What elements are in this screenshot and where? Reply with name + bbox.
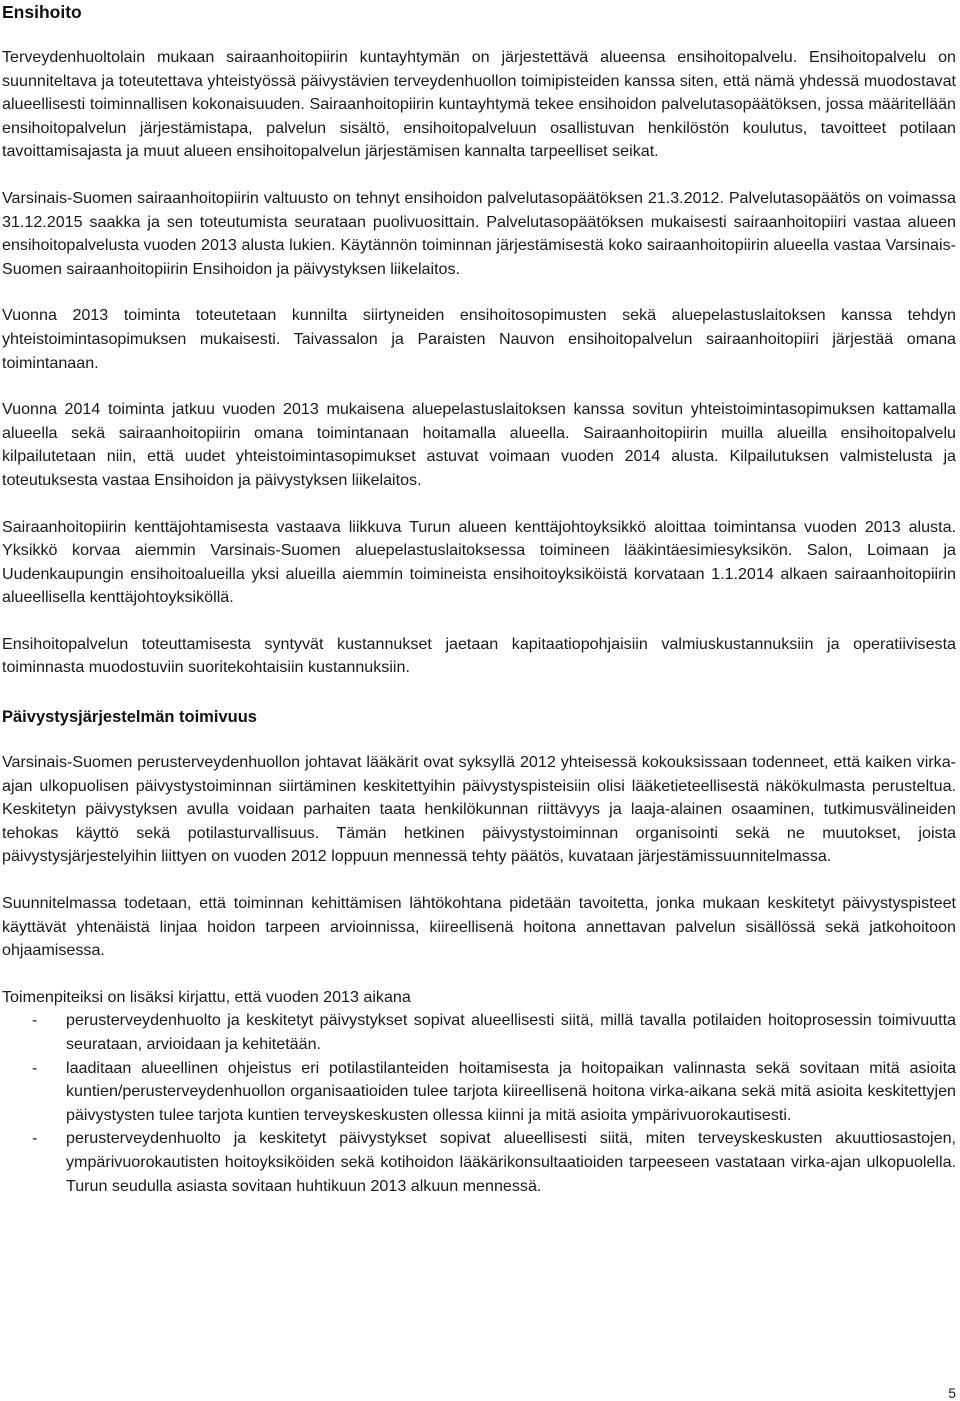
list-item-text: perusterveydenhuolto ja keskitetyt päivystykset sopivat alueellisesti siitä, miten terveyskeskusten akuuttiosastojen, ympärivuorokautisten hoitoyksiköiden sekä kotihoidon lääkärikonsultaatioiden tarpeeseen vastataan virka-ajan ulkopuolella. Turun seudulla asiasta sovitaan huhtikuun 2013 alkuun mennessä. bbox=[66, 1129, 956, 1195]
paragraph-kustannukset: Ensihoitopalvelun toteuttamisesta syntyvät kustannukset jaetaan kapitaatiopohjaisiin valmiuskustannuksiin ja operatiivisesta toiminnasta muodostuviin suoritekohtaisiin kustannuksiin. bbox=[2, 634, 956, 677]
list-item-text: laaditaan alueellinen ohjeistus eri potilastilanteiden hoitamisesta ja hoitopaikan valinnasta sekä sovitaan mitä asioita kuntien/perusterveydenhuollon organisaatioiden tulee tarjota kiireellisenä hoitona virka-aikana sekä mitä asioita keskitettyjen päivystysten tulee tarjota kuntien terveyskeskusten ollessa kiinni ja mitä asioita ympärivuorokautisesti. bbox=[66, 1058, 956, 1124]
list-item bbox=[2, 1009, 956, 1056]
paragraph-vuonna-2013: Vuonna 2013 toiminta toteutetaan kunnilta siirtyneiden ensihoitosopimusten sekä aluepelastuslaitoksen kanssa tehdyn yhteistoimintasopimuksen mukaisesti. Taivassalon ja Paraisten Nauvon ensihoitopalvelun sairaanhoitopiiri järjestää omana toimintanaan. bbox=[2, 306, 956, 372]
list-dash: - bbox=[32, 1058, 38, 1077]
paragraph-toimenpiteet-intro: Toimenpiteiksi on lisäksi kirjattu, että vuoden 2013 aikana bbox=[2, 987, 411, 1006]
page-number: 5 bbox=[948, 1385, 956, 1401]
paragraph-johtavat-laakarit: Varsinais-Suomen perusterveydenhuollon johtavat lääkärit ovat syksyllä 2012 yhteisessä kokouksissaan todenneet, että kaiken virka-ajan ulkopuolisen päivystystoiminnan siirtäminen keskitettyihin päivystyspisteisiin olisi lääketieteellisestä näkökulmasta perusteltua. Keskitetyn päivystyksen avulla voidaan parhaiten taata henkilökunnan riittävyys ja laaja-alainen osaaminen, tutkimusvälineiden tehokas käyttö sekä potilasturvallisuus. Tämän hetkinen päivystystoiminnan organisointi sekä ne muutokset, joista päivystysjärjestelyihin liittyen on vuoden 2012 loppuun mennessä tehty päätös, kuvataan järjestämissuunnitelmassa. bbox=[2, 753, 956, 866]
paragraph-vuonna-2014: Vuonna 2014 toiminta jatkuu vuoden 2013 mukaisena aluepelastuslaitoksen kanssa sovitun yhteistoimintasopimuksen kattamalla alueella sekä sairaanhoitopiirin omana toimintanaan hoitamalla alueella. Sairaanhoitopiirin muilla alueilla ensihoitopalvelu kilpailutetaan niin, että uudet yhteistoimintasopimukset astuvat voimaan vuoden 2014 alusta. Kilpailutuksen valmistelusta ja toteutuksesta vastaa Ensihoidon ja päivystyksen liikelaitos. bbox=[2, 400, 956, 489]
document-page bbox=[2, 0, 956, 1198]
paragraph-ensihoito-intro: Terveydenhuoltolain mukaan sairaanhoitopiirin kuntayhtymän on järjestettävä alueensa ensihoitopalvelu. Ensihoitopalvelu on suunniteltava ja toteutettava yhteistyössä päivystävien terveydenhuollon toimipisteiden kanssa siten, että nämä yhdessä muodostavat alueellisesti toiminnallisen kokonaisuuden. Sairaanhoitopiirin kuntayhtymä tekee ensihoidon palvelutasopäätöksen, jossa määritellään ensihoitopalvelun järjestämistapa, palvelun sisältö, ensihoitopalveluun osallistuvan henkilöstön koulutus, tavoitteet potilaan tavoittamisajasta ja muut alueen ensihoitopalvelun järjestämisen kannalta tarpeelliset seikat. bbox=[2, 48, 956, 161]
section-heading-ensihoito: Ensihoito bbox=[2, 2, 82, 22]
section-heading-paivystysjarjestelma: Päivystysjärjestelmän toimivuus bbox=[2, 708, 257, 727]
paragraph-kenttajohtaminen: Sairaanhoitopiirin kenttäjohtamisesta vastaava liikkuva Turun alueen kenttäjohtoyksikkö aloittaa toimintansa vuoden 2013 alusta. Yksikkö korvaa aiemmin Varsinais-Suomen aluepelastuslaitoksessa toimineen lääkintäesimiesyksikön. Salon, Loimaan ja Uudenkaupungin ensihoitoalueilla yksi alueilla aiemmin toimineista ensihoitoyksiköistä korvataan 1.1.2014 alkaen sairaanhoitopiirin alueellisella kenttäjohtoyksiköllä. bbox=[2, 517, 956, 607]
paragraph-suunnitelma: Suunnitelmassa todetaan, että toiminnan kehittämisen lähtökohtana pidetään tavoitetta, jonka mukaan keskitetyt päivystyspisteet käyttävät yhtenäistä linjaa hoidon tarpeen arvioinnissa, kiireellisenä hoitona annettavan palvelun sisällössä sekä jatkohoitoon ohjaamisessa. bbox=[2, 894, 956, 960]
list-dash: - bbox=[32, 1011, 38, 1030]
list-item bbox=[2, 1057, 956, 1128]
list-item bbox=[2, 1127, 956, 1198]
measures-list bbox=[2, 1009, 956, 1198]
list-dash: - bbox=[32, 1129, 38, 1148]
list-item-text: perusterveydenhuolto ja keskitetyt päivystykset sopivat alueellisesti siitä, millä tavalla potilaiden hoitoprosessin toimivuutta seurataan, arvioidaan ja kehitetään. bbox=[66, 1011, 956, 1053]
paragraph-palvelutasopaatos: Varsinais-Suomen sairaanhoitopiirin valtuusto on tehnyt ensihoidon palvelutasopäätöksen 21.3.2012. Palvelutasopäätös on voimassa 31.12.2015 saakka ja sen toteutumista seurataan puolivuosittain. Palvelutasopäätöksen mukaisesti sairaanhoitopiiri vastaa alueen ensihoitopalvelusta vuoden 2013 alusta lukien. Käytännön toiminnan järjestämisestä koko sairaanhoitopiirin alueella vastaa Varsinais-Suomen sairaanhoitopiirin Ensihoidon ja päivystyksen liikelaitos. bbox=[2, 188, 956, 278]
